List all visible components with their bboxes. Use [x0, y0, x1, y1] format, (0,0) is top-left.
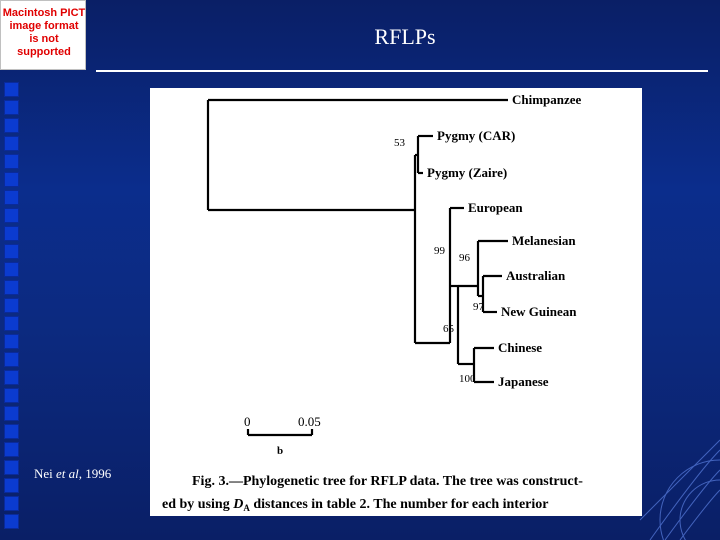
decor-square — [4, 514, 19, 529]
decor-square — [4, 190, 19, 205]
decor-square — [4, 100, 19, 115]
decor-square — [4, 334, 19, 349]
decor-square — [4, 208, 19, 223]
citation-etal: et al — [56, 466, 79, 481]
decor-square — [4, 172, 19, 187]
caption-text-2a: ed by using — [162, 497, 234, 512]
decor-square — [4, 280, 19, 295]
taxon-chinese: Chinese — [498, 340, 543, 355]
citation — [34, 466, 111, 482]
citation-year: , 1996 — [78, 466, 112, 481]
missing-image-message — [1, 7, 87, 59]
scale-zero: 0 — [244, 414, 251, 429]
decor-square — [4, 154, 19, 169]
decor-square — [4, 244, 19, 259]
slide-title: RFLPs — [374, 24, 436, 49]
decor-square — [4, 352, 19, 367]
caption-da-subscript: A — [243, 503, 250, 513]
taxon-new-guinean: New Guinean — [501, 304, 577, 319]
taxon-japanese: Japanese — [498, 374, 549, 389]
decor-square — [4, 460, 19, 475]
bootstrap-97: 97 — [473, 301, 484, 313]
taxon-melanesian: Melanesian — [512, 233, 576, 248]
citation-author: Nei — [34, 466, 57, 481]
taxon-european: European — [468, 200, 523, 215]
caption-line-1 — [192, 474, 583, 489]
caption-fig-label: Fig. 3. — [192, 474, 229, 489]
decor-square — [4, 118, 19, 133]
taxon-pygmy-car: Pygmy (CAR) — [437, 128, 516, 143]
decor-square — [4, 226, 19, 241]
caption-text-2b: distances in table 2. The number for each interior — [249, 497, 549, 512]
bootstrap-96: 96 — [459, 252, 470, 264]
decor-square — [4, 424, 19, 439]
decor-square — [4, 370, 19, 385]
title-underline — [96, 70, 708, 72]
bootstrap-99: 99 — [434, 245, 445, 257]
caption-da-symbol: D — [233, 497, 244, 512]
bootstrap-53: 53 — [394, 137, 405, 149]
decor-square — [4, 496, 19, 511]
caption-text-1: —Phylogenetic tree for RFLP data. The tree was construct- — [228, 474, 583, 489]
taxon-chimpanzee: Chimpanzee — [512, 92, 582, 107]
figure-caption — [162, 474, 583, 513]
bootstrap-100: 100 — [459, 373, 476, 385]
phylogenetic-tree-figure — [150, 88, 642, 516]
decor-square — [4, 136, 19, 151]
missing-image-line: image format — [9, 20, 79, 32]
decor-square — [4, 478, 19, 493]
decor-square — [4, 406, 19, 421]
scale-max: 0.05 — [298, 414, 321, 429]
decor-square — [4, 262, 19, 277]
scale-unit: b — [277, 445, 284, 457]
left-decoration-strip — [0, 0, 22, 540]
decor-square — [4, 316, 19, 331]
taxon-australian: Australian — [506, 268, 566, 283]
decor-square — [4, 82, 19, 97]
missing-image-line: is not supported — [17, 33, 71, 58]
taxon-pygmy-zaire: Pygmy (Zaire) — [427, 165, 508, 180]
missing-image-line: Macintosh PICT — [2, 7, 86, 19]
bootstrap-65: 65 — [443, 323, 454, 335]
tree-svg — [150, 88, 642, 516]
missing-image-placeholder — [0, 0, 86, 70]
decor-square — [4, 442, 19, 457]
decor-square — [4, 388, 19, 403]
decor-square — [4, 298, 19, 313]
caption-line-2 — [162, 497, 549, 513]
